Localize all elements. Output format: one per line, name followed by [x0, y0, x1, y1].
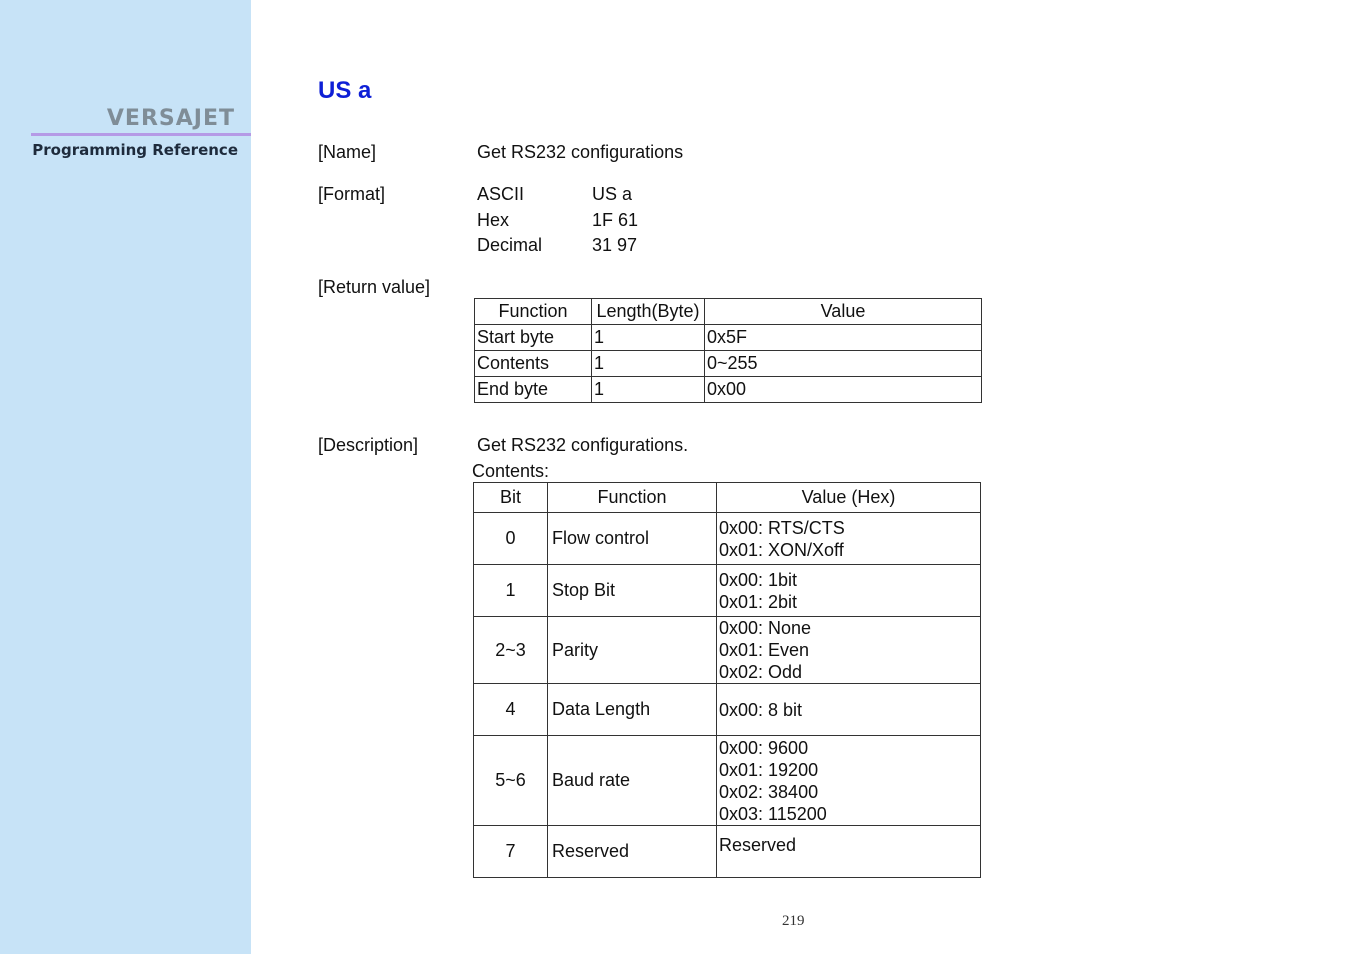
value-line: 0x00: 8 bit [719, 699, 803, 720]
function-cell: Parity [548, 617, 717, 684]
format-value: 31 97 [592, 235, 638, 255]
brand-logo-text: VERSAJET [106, 106, 235, 131]
table-header-row [475, 299, 982, 325]
format-kind: Decimal [477, 235, 543, 255]
value-line: Reserved [719, 835, 797, 855]
table-row [475, 351, 982, 377]
function-cell: Baud rate [548, 736, 717, 826]
function-cell: Data Length [548, 684, 717, 736]
table-row [474, 736, 981, 826]
description-label: [Description] [318, 435, 419, 455]
value-cell [717, 513, 981, 565]
column-header: Value (Hex) [717, 483, 981, 513]
page-number: 219 [782, 913, 805, 929]
format-value: 1F 61 [592, 210, 639, 230]
table-cell: 1 [592, 325, 705, 351]
format-kind: Hex [477, 210, 510, 230]
format-value: US a [592, 184, 633, 204]
column-header: Bit [474, 483, 548, 513]
bit-cell: 7 [474, 826, 548, 878]
function-cell: Flow control [548, 513, 717, 565]
column-header: Length(Byte) [592, 299, 705, 325]
value-line: 0x01: 2bit [719, 591, 798, 612]
value-cell [717, 826, 981, 878]
column-header: Function [475, 299, 592, 325]
table-row [474, 513, 981, 565]
section-subtitle: Programming Reference [32, 141, 238, 159]
return-value-label: [Return value] [318, 277, 431, 297]
value-cell [717, 617, 981, 684]
column-header: Function [548, 483, 717, 513]
table-row [474, 617, 981, 684]
bit-cell: 2~3 [474, 617, 548, 684]
value-cell [717, 565, 981, 617]
value-line: 0x01: Even [719, 640, 810, 660]
value-cell [717, 684, 981, 736]
brand-divider [31, 133, 251, 136]
contents-label: Contents: [472, 461, 550, 481]
table-row [475, 377, 982, 403]
value-cell [717, 736, 981, 826]
table-cell: End byte [475, 377, 592, 403]
function-cell: Reserved [548, 826, 717, 878]
contents-table [473, 482, 981, 878]
name-value: Get RS232 configurations [477, 142, 684, 162]
format-kind: ASCII [477, 184, 525, 204]
table-cell: 0x5F [705, 325, 982, 351]
table-header-row [474, 483, 981, 513]
page-title: US a [318, 77, 372, 104]
bit-cell: 0 [474, 513, 548, 565]
table-cell: 0x00 [705, 377, 982, 403]
bit-cell: 1 [474, 565, 548, 617]
column-header: Value [705, 299, 982, 325]
table-row [474, 565, 981, 617]
value-line: 0x01: 19200 [719, 759, 819, 780]
value-line: 0x02: Odd [719, 662, 803, 682]
table-row [475, 325, 982, 351]
value-line: 0x00: 1bit [719, 569, 798, 590]
table-row [474, 684, 981, 736]
value-line: 0x01: XON/Xoff [719, 539, 844, 560]
bit-cell: 4 [474, 684, 548, 736]
value-line: 0x00: None [719, 618, 812, 638]
table-row [474, 826, 981, 878]
bit-cell: 5~6 [474, 736, 548, 826]
table-cell: 1 [592, 377, 705, 403]
description-text: Get RS232 configurations. [477, 435, 689, 455]
table-cell: 0~255 [705, 351, 982, 377]
value-line: 0x00: 9600 [719, 737, 809, 758]
return-value-table [474, 298, 982, 403]
format-label: [Format] [318, 184, 386, 204]
function-cell: Stop Bit [548, 565, 717, 617]
table-cell: Contents [475, 351, 592, 377]
sidebar [0, 0, 251, 954]
table-cell: 1 [592, 351, 705, 377]
value-line: 0x00: RTS/CTS [719, 517, 845, 538]
table-cell: Start byte [475, 325, 592, 351]
value-line: 0x02: 38400 [719, 781, 819, 802]
value-line: 0x03: 115200 [719, 803, 827, 824]
name-label: [Name] [318, 142, 377, 162]
